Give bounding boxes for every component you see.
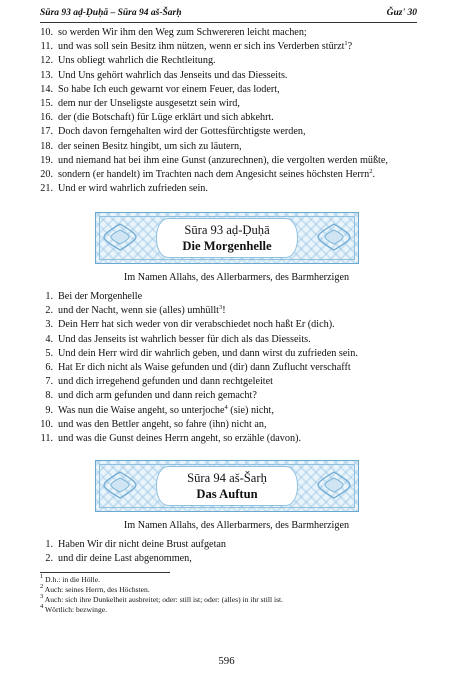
verse-number: 9.	[45, 404, 53, 416]
verse-number: 11.	[40, 41, 53, 53]
verse-item	[40, 83, 435, 97]
verse-item	[40, 40, 435, 54]
sura-title: Das Auftun	[196, 487, 258, 501]
verse-text: So habe Ich euch gewarnt vor einem Feuer, das lodert,	[58, 83, 280, 95]
verse-text: und niemand hat bei ihm eine Gunst (anzurechnen), die vergolten werden müßte,	[58, 154, 388, 166]
footnote-text: Wörtlich: bezwinge.	[45, 605, 108, 614]
verse-number: 12.	[40, 55, 53, 67]
sura-name: Sūra 94 aš-Šarḥ	[187, 471, 267, 485]
verse-item	[40, 375, 435, 389]
sura-title-panel	[156, 218, 298, 258]
verse-number: 21.	[40, 183, 53, 195]
footnote-number: 3	[40, 593, 44, 600]
verse-text: und was die Gunst deines Herrn angeht, so erzähle (davon).	[58, 432, 302, 444]
arabesque-ornament-icon	[316, 470, 352, 500]
verse-item	[40, 404, 435, 418]
sura93-verse-list	[40, 290, 435, 446]
verse-item	[40, 182, 435, 196]
sura-93-heading	[95, 212, 359, 264]
verse-text-suffix: ?	[347, 41, 353, 53]
verse-item	[40, 318, 435, 332]
verse-item	[40, 140, 435, 154]
verse-text: Doch davon ferngehalten wird der Gottesfürchtigste werden,	[58, 126, 306, 138]
verse-item	[40, 125, 435, 139]
verse-number: 14.	[40, 83, 53, 95]
footnote-ref: 2	[369, 167, 373, 175]
verse-text-suffix: .	[372, 168, 375, 180]
verse-number: 4.	[45, 333, 53, 345]
sura-title-panel	[156, 466, 298, 506]
sura93-end-verse-list	[40, 26, 435, 196]
verse-number: 1.	[45, 539, 53, 550]
arabesque-ornament-icon	[102, 470, 138, 500]
running-header	[40, 8, 417, 23]
verse-item	[40, 333, 435, 347]
verse-number: 2.	[45, 553, 53, 565]
verse-text-suffix: !	[222, 305, 226, 317]
verse-number: 10.	[40, 27, 53, 38]
verse-text: und der Nacht, wenn sie (alles) umhüllt	[58, 305, 219, 317]
verse-number: 3.	[45, 319, 53, 331]
verse-number: 8.	[45, 390, 53, 402]
verse-text: Und Uns gehört wahrlich das Jenseits und das Diesseits.	[58, 69, 288, 81]
page-number: 596	[218, 655, 235, 667]
verse-number: 5.	[45, 347, 53, 359]
verse-item	[40, 361, 435, 375]
verse-item	[40, 290, 435, 304]
footnote-number: 2	[40, 583, 44, 590]
header-juz: Ǧuz' 30	[386, 8, 417, 18]
verse-text: der seinen Besitz hingibt, um sich zu läutern,	[58, 140, 242, 152]
verse-text: Und das Jenseits ist wahrlich besser für dich als das Diesseits.	[58, 333, 311, 345]
verse-text: Dein Herr hat sich weder von dir verabschiedet noch haßt Er (dich).	[58, 319, 335, 331]
verse-number: 20.	[40, 168, 53, 180]
footnote-text: D.h.: in die Hölle.	[45, 575, 100, 584]
verse-number: 7.	[45, 376, 53, 388]
verse-text: dem nur der Unseligste ausgesetzt sein wird,	[58, 97, 240, 109]
arabesque-ornament-icon	[102, 222, 138, 252]
verse-number: 2.	[45, 305, 53, 317]
footnote-ref: 1	[344, 40, 348, 48]
footnote-ref: 4	[224, 403, 228, 411]
verse-text: so werden Wir ihm den Weg zum Schwereren leicht machen;	[58, 27, 307, 38]
verse-text: Haben Wir dir nicht deine Brust aufgetan	[58, 539, 227, 550]
sura-title: Die Morgenhelle	[182, 239, 272, 253]
verse-number: 17.	[40, 126, 53, 138]
verse-text: Bei der Morgenhelle	[58, 291, 143, 302]
verse-text: Hat Er dich nicht als Waise gefunden und (dir) dann Zuflucht verschafft	[58, 361, 351, 373]
verse-item	[40, 418, 435, 432]
footnote-number: 1	[40, 573, 44, 580]
footnote-number: 4	[40, 603, 44, 610]
footnote	[40, 605, 435, 615]
verse-text-suffix: (sie) nicht,	[227, 404, 274, 416]
verse-item	[40, 432, 435, 446]
verse-number: 16.	[40, 112, 53, 124]
verse-number: 19.	[40, 154, 53, 166]
sura-name: Sūra 93 aḍ-Ḍuḥā	[184, 223, 270, 237]
verse-number: 6.	[45, 361, 53, 373]
sura94-verse-list	[40, 538, 435, 566]
verse-item	[40, 168, 435, 182]
verse-item	[40, 538, 435, 552]
footnote	[40, 595, 435, 605]
verse-text: Uns obliegt wahrlich die Rechtleitung.	[58, 55, 216, 67]
verse-text: Was nun die Waise angeht, so unterjoche	[58, 404, 225, 416]
verse-number: 15.	[40, 97, 53, 109]
verse-item	[40, 54, 435, 68]
verse-text: und was den Bettler angeht, so fahre (ihn) nicht an,	[58, 418, 267, 430]
verse-item	[40, 304, 435, 318]
footnote	[40, 585, 435, 595]
verse-text: und dich arm gefunden und dann reich gemacht?	[58, 390, 257, 402]
verse-text: und dir deine Last abgenommen,	[58, 553, 192, 565]
arabesque-ornament-icon	[316, 222, 352, 252]
footnote	[40, 575, 435, 585]
basmala: Im Namen Allahs, des Allerbarmers, des Barmherzigen	[123, 520, 350, 531]
verse-text: Und er wird wahrlich zufrieden sein.	[58, 183, 208, 195]
verse-number: 10.	[40, 418, 53, 430]
verse-item	[40, 111, 435, 125]
footnote-ref: 3	[218, 304, 223, 312]
verse-item	[40, 69, 435, 83]
verse-item	[40, 552, 435, 566]
verse-item	[40, 97, 435, 111]
verse-text: Und dein Herr wird dir wahrlich geben, und dann wirst du zufrieden sein.	[58, 347, 358, 359]
verse-item	[40, 347, 435, 361]
verse-number: 13.	[40, 69, 53, 81]
sura-94-heading	[95, 460, 359, 512]
verse-text: und dich irregehend gefunden und dann rechtgeleitet	[58, 376, 273, 388]
verse-item	[40, 389, 435, 403]
verse-number: 18.	[40, 140, 53, 152]
verse-item	[40, 154, 435, 168]
footnote-text: Auch: seines Herrn, des Höchsten.	[44, 585, 150, 594]
verse-text: sondern (er handelt) im Trachten nach dem Angesicht seines höchsten Herrn	[58, 168, 370, 180]
footnote-text: Auch: sich ihre Dunkelheit ausbreitet; oder: still ist; oder: (alles) in ihr still ist.	[44, 595, 284, 604]
verse-text: der (die Botschaft) für Lüge erklärt und sich abkehrt.	[58, 112, 274, 124]
verse-item	[40, 26, 435, 40]
verse-number: 11.	[40, 432, 53, 444]
header-sura-range: Sūra 93 aḍ-Ḍuḥā – Sūra 94 aš-Šarḥ	[40, 8, 182, 18]
verse-text: und was soll sein Besitz ihm nützen, wenn er sich ins Verderben stürzt	[58, 41, 345, 53]
footnote-list	[40, 575, 435, 615]
footnote-divider	[40, 572, 170, 573]
verse-number: 1.	[45, 291, 53, 302]
basmala: Im Namen Allahs, des Allerbarmers, des Barmherzigen	[123, 272, 350, 283]
